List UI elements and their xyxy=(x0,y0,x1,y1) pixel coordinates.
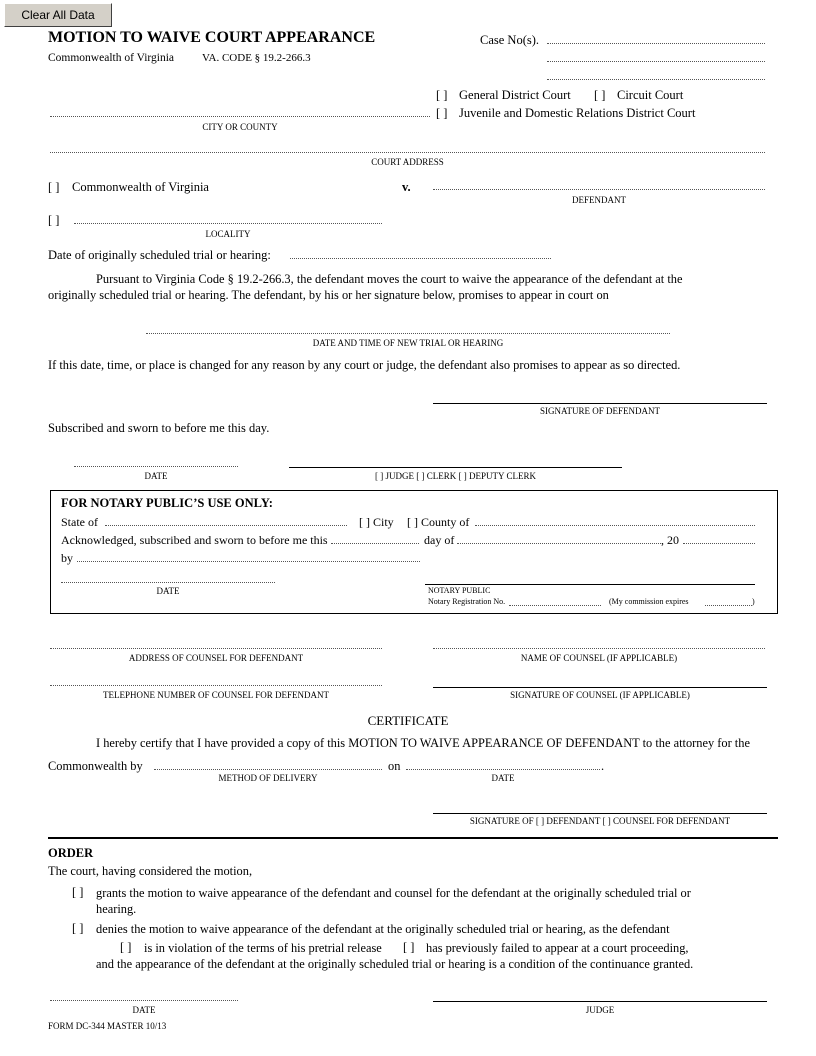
by-label: by xyxy=(61,551,73,565)
court-address-field[interactable] xyxy=(50,152,765,153)
versus-label: v. xyxy=(402,180,411,194)
form-title: MOTION TO WAIVE COURT APPEARANCE xyxy=(48,29,376,46)
counsel-phone-field[interactable] xyxy=(50,685,382,686)
notary-reg-field[interactable] xyxy=(509,605,601,606)
motion-paragraph-line-2: originally scheduled trial or hearing. The defendant, by his or her signature below, promises to appear in court on xyxy=(48,288,609,302)
defendant-signature-caption: SIGNATURE OF DEFENDANT xyxy=(539,406,660,416)
sworn-date-field[interactable] xyxy=(74,466,238,467)
jdr-court-label: Juvenile and Domestic Relations District Court xyxy=(459,106,696,120)
failed-appear-checkbox[interactable]: [ ] xyxy=(403,940,415,954)
defendant-signature-line[interactable] xyxy=(433,403,767,404)
locality-checkbox[interactable]: [ ] xyxy=(48,213,60,227)
case-number-field-1[interactable] xyxy=(547,43,765,44)
violation-text: is in violation of the terms of his pretrial release xyxy=(144,941,382,955)
counsel-phone-caption: TELEPHONE NUMBER OF COUNSEL FOR DEFENDANT xyxy=(103,690,329,700)
date-orig-field[interactable] xyxy=(290,258,551,259)
counsel-address-field[interactable] xyxy=(50,648,382,649)
commonwealth-checkbox[interactable]: [ ] xyxy=(48,180,60,194)
day-of-label: day of xyxy=(424,533,455,547)
commission-expires-label: (My commission expires xyxy=(609,597,689,606)
order-intro: The court, having considered the motion, xyxy=(48,864,253,878)
method-of-delivery-caption: METHOD OF DELIVERY xyxy=(218,773,318,783)
state-of-field[interactable] xyxy=(105,525,347,526)
case-number-field-3[interactable] xyxy=(547,79,765,80)
order-divider xyxy=(48,837,778,839)
commonwealth-party-label: Commonwealth of Virginia xyxy=(72,180,209,194)
counsel-address-caption: ADDRESS OF COUNSEL FOR DEFENDANT xyxy=(128,653,304,663)
failed-appear-text: has previously failed to appear at a court proceeding, xyxy=(426,941,689,955)
counsel-name-field[interactable] xyxy=(433,648,765,649)
jdr-court-checkbox[interactable]: [ ] xyxy=(436,106,448,120)
notary-reg-label: Notary Registration No. xyxy=(428,597,506,606)
notary-heading: FOR NOTARY PUBLIC’S USE ONLY: xyxy=(61,496,273,510)
order-date-caption: DATE xyxy=(132,1005,156,1015)
method-of-delivery-field[interactable] xyxy=(154,769,382,770)
condition-text: and the appearance of the defendant at the originally scheduled trial or hearing is a condition of the continuance granted. xyxy=(96,957,694,971)
grants-text-line-1: grants the motion to waive appearance of the defendant and counsel for the defendant at the originally scheduled trial or xyxy=(96,886,691,900)
order-heading: ORDER xyxy=(48,846,94,860)
city-county-caption: CITY OR COUNTY xyxy=(202,122,278,132)
commission-expires-close: ) xyxy=(752,597,755,606)
by-field[interactable] xyxy=(77,561,420,562)
counsel-signature-line[interactable] xyxy=(433,687,767,688)
commonwealth-by-label: Commonwealth by xyxy=(48,759,143,773)
defendant-caption: DEFENDANT xyxy=(572,195,626,205)
notary-signature-line[interactable] xyxy=(425,584,755,585)
general-district-label: General District Court xyxy=(459,88,571,102)
county-of-label[interactable]: [ ] County of xyxy=(407,515,470,529)
counsel-signature-caption: SIGNATURE OF COUNSEL (IF APPLICABLE) xyxy=(510,690,690,700)
ack-day-field[interactable] xyxy=(331,543,419,544)
judge-signature-caption: JUDGE xyxy=(585,1005,615,1015)
certificate-date-field[interactable] xyxy=(406,769,600,770)
violation-checkbox[interactable]: [ ] xyxy=(120,940,132,954)
clear-all-data-button[interactable]: Clear All Data xyxy=(4,3,112,27)
counsel-name-caption: NAME OF COUNSEL (IF APPLICABLE) xyxy=(520,653,678,663)
ack-year-field[interactable] xyxy=(683,543,755,544)
grants-checkbox[interactable]: [ ] xyxy=(72,885,84,899)
case-number-field-2[interactable] xyxy=(547,61,765,62)
notary-date-field[interactable] xyxy=(61,582,275,583)
certificate-period: . xyxy=(601,759,605,773)
notary-public-caption: NOTARY PUBLIC xyxy=(428,586,491,595)
header-code: VA. CODE § 19.2-266.3 xyxy=(202,52,311,64)
date-orig-label: Date of originally scheduled trial or hearing: xyxy=(48,248,271,262)
judge-clerk-signature-line[interactable] xyxy=(289,467,622,468)
locality-caption: LOCALITY xyxy=(205,229,251,239)
judge-clerk-caption: [ ] JUDGE [ ] CLERK [ ] DEPUTY CLERK xyxy=(375,471,536,481)
case-number-label: Case No(s). xyxy=(480,33,540,47)
certificate-signature-caption: SIGNATURE OF [ ] DEFENDANT [ ] COUNSEL FOR DEFENDANT xyxy=(469,816,731,826)
notary-box xyxy=(50,490,778,614)
judge-signature-line[interactable] xyxy=(433,1001,767,1002)
city-checkbox-label[interactable]: [ ] City xyxy=(359,515,394,529)
order-date-field[interactable] xyxy=(50,1000,238,1001)
promise-paragraph: If this date, time, or place is changed for any reason by any court or judge, the defendant also promises to appear as so directed. xyxy=(48,358,681,372)
locality-field[interactable] xyxy=(74,223,382,224)
state-of-label: State of xyxy=(61,515,98,529)
certificate-text: I hereby certify that I have provided a copy of this MOTION TO WAIVE APPEARANCE OF DEFENDANT to the attorney for the xyxy=(96,736,750,750)
certificate-date-caption: DATE xyxy=(491,773,515,783)
denies-text: denies the motion to waive appearance of the defendant at the originally scheduled trial or hearing, as the defendant xyxy=(96,922,670,936)
ack-month-field[interactable] xyxy=(457,543,661,544)
new-trial-date-field[interactable] xyxy=(146,333,670,334)
circuit-court-label: Circuit Court xyxy=(617,88,684,102)
city-county-field[interactable] xyxy=(50,116,430,117)
form-id: FORM DC-344 MASTER 10/13 xyxy=(48,1021,167,1031)
notary-date-caption: DATE xyxy=(156,586,180,596)
defendant-field[interactable] xyxy=(433,189,765,190)
new-trial-caption: DATE AND TIME OF NEW TRIAL OR HEARING xyxy=(312,338,504,348)
sworn-date-caption: DATE xyxy=(144,471,168,481)
twenty-label: , 20 xyxy=(661,533,679,547)
denies-checkbox[interactable]: [ ] xyxy=(72,921,84,935)
motion-paragraph-line-1: Pursuant to Virginia Code § 19.2-266.3, the defendant moves the court to waive the appearance of the defendant at the xyxy=(96,272,683,286)
county-of-field[interactable] xyxy=(475,525,755,526)
certificate-signature-line[interactable] xyxy=(433,813,767,814)
header-commonwealth: Commonwealth of Virginia xyxy=(48,52,175,64)
certificate-heading: CERTIFICATE xyxy=(367,713,449,728)
acknowledged-label: Acknowledged, subscribed and sworn to before me this xyxy=(61,533,328,547)
court-address-caption: COURT ADDRESS xyxy=(371,157,444,167)
grants-text-line-2: hearing. xyxy=(96,902,137,916)
commission-expires-field[interactable] xyxy=(705,605,752,606)
subscribed-text: Subscribed and sworn to before me this day. xyxy=(48,421,270,435)
circuit-court-checkbox[interactable]: [ ] xyxy=(594,88,606,102)
general-district-checkbox[interactable]: [ ] xyxy=(436,88,448,102)
on-label: on xyxy=(388,759,401,773)
